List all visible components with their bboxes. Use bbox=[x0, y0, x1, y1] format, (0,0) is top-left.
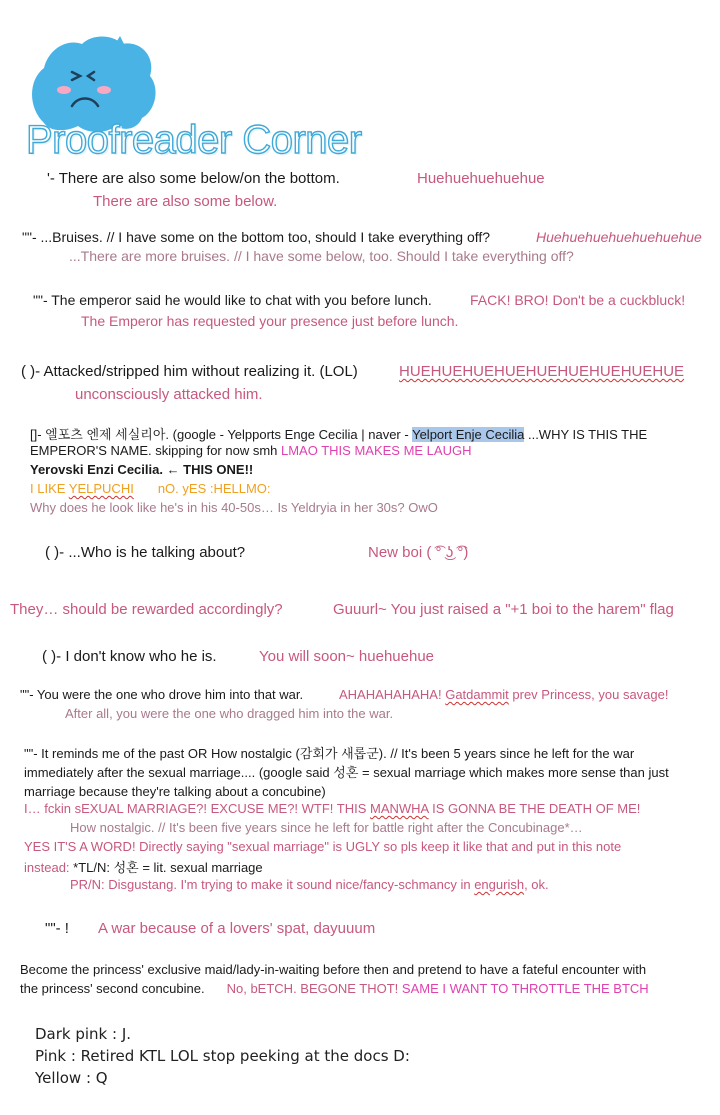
entry-10-raw: ""- It reminds me of the past OR How nostalgic (감회가 새롭군). // It's been 5 years since he left for the war immediately after the sexual marriage.... (google said 성혼 = sexual marriage which makes more sense than just marriage because they're talking about a concubine) bbox=[24, 746, 669, 799]
entry-2-comment: Huehuehuehuehuehuehue bbox=[536, 229, 702, 245]
highlighted-name: Yelport Enje Cecilia bbox=[412, 427, 525, 442]
entry-12-raw-line-1: Become the princess' exclusive maid/lady-in-waiting before then and pretend to have a fateful encounter with bbox=[20, 962, 647, 977]
entry-10-comment-3: instead: *TL/N: 성혼 = lit. sexual marriage bbox=[24, 860, 263, 875]
entry-8-raw: ( )- I don't know who he is. bbox=[42, 648, 217, 665]
entry-10-pr-note: PR/N: Disgustang. I'm trying to make it sound nice/fancy-schmancy in engurish, ok. bbox=[70, 877, 549, 892]
entry-3-raw: ""- The emperor said he would like to chat with you before lunch. bbox=[33, 292, 432, 308]
entry-4-raw: ( )- Attacked/stripped him without realizing it. (LOL) bbox=[21, 363, 358, 380]
entry-9-raw: ""- You were the one who drove him into that war. bbox=[20, 687, 304, 702]
entry-4-tl: unconsciously attacked him. bbox=[75, 386, 263, 403]
entry-5-line-3: Yerovski Enzi Cecilia. ← THIS ONE!! bbox=[30, 462, 254, 477]
entry-5-line-4: I LIKE YELPUCHI nO. yES :HELLMO: bbox=[30, 481, 271, 496]
entry-8-comment: You will soon~ huehuehue bbox=[259, 648, 435, 665]
entry-12-line-2: the princess' second concubine. No, bETCH. BEGONE THOT! SAME I WANT TO THROTTLE THE BTCH bbox=[20, 981, 649, 996]
entry-5-line-2: EMPEROR'S NAME. skipping for now smh LMAO THIS MAKES ME LAUGH bbox=[30, 443, 472, 458]
page-title: Proofreader Corner bbox=[26, 118, 362, 162]
legend-item-pink: Pink : Retired KTL LOL stop peeking at the docs D: bbox=[35, 1047, 410, 1065]
legend-item-yellow: Yellow : Q bbox=[35, 1069, 108, 1087]
entry-6-raw: ( )- ...Who is he talking about? bbox=[45, 544, 246, 561]
entry-1-comment: Huehuehuehuehue bbox=[417, 170, 545, 187]
entry-1-raw: '- There are also some below/on the bottom. bbox=[47, 170, 340, 187]
entry-11-comment: A war because of a lovers' spat, dayuuum bbox=[98, 920, 376, 937]
entry-4-comment: HUEHUEHUEHUEHUEHUEHUEHUEHUE bbox=[399, 363, 685, 380]
entry-7-raw: They… should be rewarded accordingly? bbox=[10, 601, 283, 618]
entry-11-raw: ""- ! bbox=[45, 920, 69, 937]
entry-10-comment-1: I… fckin sEXUAL MARRIAGE?! EXCUSE ME?! WTF! THIS MANWHA IS GONNA BE THE DEATH OF ME! bbox=[24, 801, 641, 816]
entry-9-tl: After all, you were the one who dragged him into the war. bbox=[65, 706, 394, 721]
entry-5-line-5: Why does he look like he's in his 40-50s… Is Yeldryia in her 30s? OwO bbox=[30, 500, 438, 515]
entry-7-comment: Guuurl~ You just raised a "+1 boi to the harem" flag bbox=[333, 601, 674, 618]
entry-10-comment-2: YES IT'S A WORD! Directly saying "sexual marriage" is UGLY so pls keep it like that and put in this note bbox=[24, 839, 622, 854]
entry-3-tl: The Emperor has requested your presence just before lunch. bbox=[81, 313, 459, 329]
entry-6-comment: New boi ( ͡° ͜ʖ ͡°) bbox=[368, 544, 469, 561]
entry-3-comment: FACK! BRO! Don't be a cuckbluck! bbox=[470, 292, 686, 308]
entry-2-tl: ...There are more bruises. // I have some below, too. Should I take everything off? bbox=[69, 248, 574, 264]
entry-1-tl: There are also some below. bbox=[93, 193, 278, 210]
entry-10-tl: How nostalgic. // It's been five years since he left for battle right after the Concubinage*… bbox=[70, 820, 583, 835]
entry-2-raw: ""- ...Bruises. // I have some on the bottom too, should I take everything off? bbox=[22, 229, 491, 245]
legend-item-dark-pink: Dark pink : J. bbox=[35, 1025, 132, 1043]
entry-9-comment: AHAHAHAHAHA! Gatdammit prev Princess, you savage! bbox=[339, 687, 669, 702]
entry-5-line-1: []- 엘포츠 엔제 세실리아. (google - Yelpports Enge Cecilia | naver - Yelport Enje Cecilia ...WHY IS THIS THE bbox=[30, 427, 648, 442]
